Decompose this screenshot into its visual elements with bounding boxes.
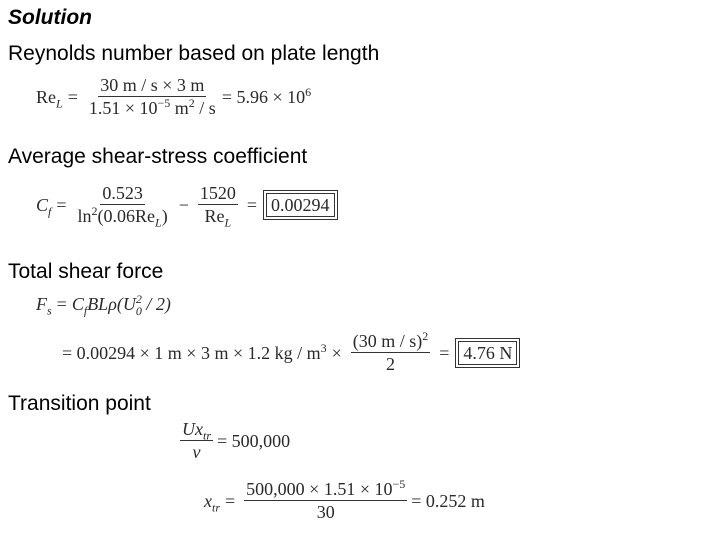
re-denominator: $1.51 \times 10^{-5}$ $m^2$ / s [88,96,216,118]
cf-result-box: 0.00294 [266,193,335,217]
fs-equation-line1 [36,292,171,318]
fs-numerator: (30 m / s)$^2$ [352,329,429,351]
re-result: = $5.96 \times 10^6$ [221,85,312,107]
cf-fraction-2 [198,183,238,230]
tr-lhs-2: $x_{tr}$ [204,491,221,515]
reynolds-equation [36,76,311,118]
cf-equals-2: = [246,195,258,215]
tr-equals-2: = [225,491,236,511]
re-numerator: 30 m / s × 3 m [100,75,205,95]
cf-minus: − [178,195,189,215]
tr-fraction-1 [180,420,213,462]
tr-fraction-2 [244,477,407,522]
cf-equation [36,183,335,230]
fs-denominator: 2 [386,354,396,374]
shear-force-heading: Total shear force [8,260,164,283]
cf-equals: = [56,195,67,215]
cf-fraction-1 [76,183,170,230]
fs-result-box: 4.76 N [458,341,517,365]
tr-result-2: = 0.252 m [411,491,485,511]
cf-numerator-1: 0.523 [102,183,143,203]
tr-numerator-1: $Ux_{tr}$ [182,419,212,443]
tr-result-1: = 500,000 [217,431,291,451]
tr-numerator-2: $500,000 \times 1.51 \times 10^{-5}$ [246,477,406,499]
re-equals: = [67,87,78,107]
tr-denominator-1: ν [192,442,201,462]
fs-substitution: = 0.00294 × 1 m × 3 m × 1.2 kg / $m^3$ [62,341,327,363]
solution-heading: Solution [8,6,92,29]
re-lhs: $Re_L$ [36,87,63,111]
shear-coefficient-heading: Average shear-stress coefficient [8,145,308,168]
fs-equals: = [56,294,67,314]
fs-equation-line2 [62,329,517,374]
cf-denominator-2: $Re_L$ [204,206,232,230]
cf-lhs: $C_f$ [36,195,52,219]
cf-numerator-2: 1520 [199,183,236,203]
tr-denominator-2: 30 [316,502,335,522]
fs-lhs: $F_s$ [36,294,52,318]
fs-times: × [331,343,342,363]
fs-equals-2: = [439,343,450,363]
transition-heading: Transition point [8,392,151,415]
fs-fraction [351,329,431,374]
cf-denominator-1: $\ln^2(0.06Re_L)$ [77,204,168,230]
fs-rhs: $C_fBL\rho(U_0^2 / 2)$ [71,292,171,318]
transition-equation-1 [176,420,290,462]
reynolds-heading: Reynolds number based on plate length [8,42,380,65]
transition-equation-2 [204,477,485,522]
re-fraction [87,76,218,118]
